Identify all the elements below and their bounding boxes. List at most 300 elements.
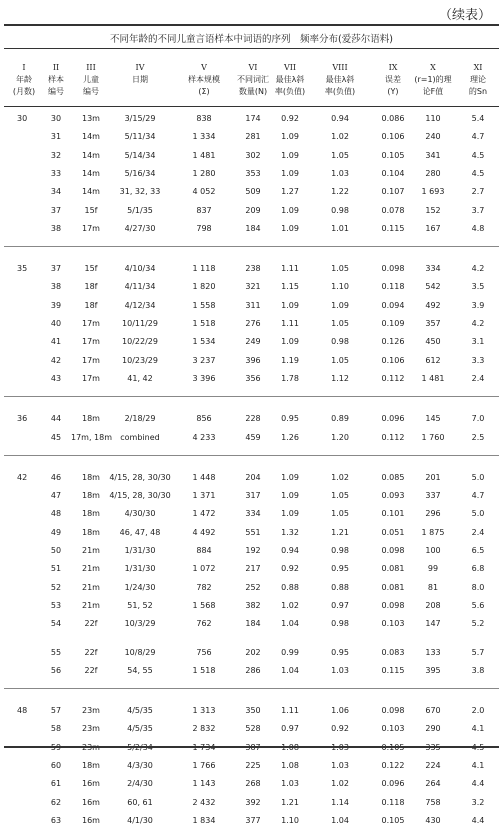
table-cell: 18m	[82, 414, 100, 424]
table-cell: 1.09	[281, 472, 299, 482]
table-cell: 4.8	[471, 223, 485, 233]
table-cell: 3.3	[471, 355, 485, 365]
table-cell: 1.03	[331, 761, 349, 770]
table-cell: 341	[425, 150, 441, 160]
table-cell: combined	[120, 432, 160, 442]
header-label: 率(负值)	[274, 87, 306, 96]
table-cell: 10/8/29	[124, 647, 156, 657]
table-row	[0, 319, 503, 333]
table-row	[0, 724, 503, 738]
table-cell: 0.094	[381, 300, 405, 310]
group-separator	[4, 688, 499, 689]
table-cell: 296	[425, 509, 441, 519]
table-cell: 60	[50, 761, 62, 770]
table-cell: 357	[425, 319, 441, 328]
table-cell: 1.19	[281, 355, 299, 365]
table-cell: 5.7	[471, 647, 485, 657]
header-numeral: V	[201, 63, 207, 72]
table-cell: 450	[425, 337, 441, 347]
table-cell: 4/27/30	[124, 223, 156, 233]
table-cell: 798	[196, 223, 212, 233]
table-row	[0, 151, 503, 165]
table-cell: 0.95	[281, 414, 299, 424]
header-col-1	[5, 62, 43, 98]
table-cell: 15f	[84, 205, 98, 215]
table-row	[0, 779, 503, 793]
table-cell: 321	[245, 282, 261, 292]
table-cell: 1 693	[421, 187, 445, 197]
header-rule	[4, 106, 499, 107]
table-cell: 10/23/29	[122, 355, 158, 365]
table-cell: 0.92	[281, 564, 299, 574]
table-cell: 18m	[82, 527, 100, 537]
table-cell: 0.88	[331, 582, 349, 592]
table-cell: 34	[50, 187, 62, 197]
table-cell: 758	[425, 797, 441, 807]
table-cell: 16m	[82, 815, 100, 825]
table-cell: 37	[50, 264, 62, 274]
table-cell: 0.109	[381, 319, 405, 328]
table-row	[0, 264, 503, 278]
table-row	[0, 414, 503, 428]
table-cell: 1 568	[192, 600, 216, 610]
table-cell: 317	[245, 491, 261, 501]
table-row	[0, 169, 503, 183]
table-row	[0, 282, 503, 296]
age-cell: 36	[17, 414, 28, 424]
table-cell: 21m	[82, 600, 100, 610]
table-cell: 14m	[82, 150, 100, 160]
table-cell: 1.09	[281, 509, 299, 519]
table-cell: 2.0	[471, 706, 485, 716]
table-cell: 1.14	[331, 797, 349, 807]
table-cell: 0.081	[381, 582, 405, 592]
table-cell: 1 834	[192, 815, 216, 825]
table-cell: 31	[50, 132, 62, 142]
table-cell: 286	[245, 665, 261, 675]
table-cell: 224	[425, 761, 441, 770]
table-row	[0, 798, 503, 812]
header-col-7	[270, 62, 310, 98]
table-cell: 0.098	[381, 546, 405, 555]
table-cell: 167	[425, 223, 441, 233]
table-cell: 3.9	[471, 300, 485, 310]
table-cell: 21m	[82, 564, 100, 574]
table-cell: 0.115	[381, 223, 405, 233]
table-cell: 4/15, 28, 30/30	[109, 491, 171, 501]
table-row	[0, 473, 503, 487]
header-col-2	[39, 62, 73, 98]
table-cell: 5.2	[471, 619, 485, 629]
table-cell: 1.15	[281, 282, 299, 292]
header-label: 误差	[385, 75, 401, 84]
table-cell: 377	[245, 815, 261, 825]
header-numeral: III	[86, 63, 96, 72]
table-cell: 18m	[82, 509, 100, 519]
age-cell: 42	[17, 472, 28, 482]
header-label: (r=1)的理	[414, 75, 452, 84]
table-cell: 81	[427, 582, 439, 592]
table-cell: 4.7	[471, 132, 485, 142]
table-cell: 1.09	[281, 337, 299, 347]
table-cell: 2.4	[471, 527, 485, 537]
header-label: 最佳λ斜	[275, 75, 305, 84]
table-cell: 276	[245, 319, 261, 328]
table-cell: 54, 55	[127, 665, 153, 675]
table-cell: 1.06	[331, 706, 349, 716]
table-cell: 1.09	[281, 205, 299, 215]
table-cell: 0.118	[381, 282, 405, 292]
table-cell: 1.21	[281, 797, 299, 807]
table-cell: 1.09	[331, 300, 349, 310]
table-cell: 1 481	[421, 373, 445, 383]
table-cell: 430	[425, 815, 441, 825]
table-cell: 8.0	[471, 582, 485, 592]
table-cell: 6.8	[471, 564, 485, 574]
table-cell: 0.95	[331, 647, 349, 657]
table-cell: 46, 47, 48	[119, 527, 161, 537]
table-cell: 22f	[84, 665, 98, 675]
table-cell: 110	[425, 114, 441, 123]
table-cell: 542	[425, 282, 441, 292]
table-cell: 1.03	[281, 779, 299, 789]
table-cell: 14m	[82, 187, 100, 197]
table-cell: 0.99	[281, 647, 299, 657]
table-cell: 290	[425, 724, 441, 734]
header-col-8	[318, 62, 362, 98]
table-cell: 0.122	[381, 761, 405, 770]
table-title: 不同年龄的不同儿童言语样本中词语的序列 频率分布(爱莎尔语料)	[110, 34, 393, 45]
table-cell: 42	[50, 355, 62, 365]
table-cell: 0.051	[381, 527, 405, 537]
table-cell: 5/11/34	[124, 132, 156, 142]
table-row	[0, 648, 503, 662]
table-cell: 7.0	[471, 414, 485, 424]
table-cell: 0.098	[381, 600, 405, 610]
table-cell: 16m	[82, 779, 100, 789]
table-cell: 3.5	[471, 282, 485, 292]
table-row	[0, 337, 503, 351]
table-cell: 1.08	[281, 761, 299, 770]
table-cell: 18m	[82, 491, 100, 501]
table-cell: 0.103	[381, 724, 405, 734]
table-cell: 459	[245, 432, 261, 442]
table-row	[0, 666, 503, 680]
table-cell: 0.085	[381, 472, 405, 482]
table-cell: 838	[196, 114, 212, 123]
header-label: 编号	[48, 87, 64, 96]
table-cell: 311	[245, 300, 261, 310]
table-cell: 16m	[82, 797, 100, 807]
table-row	[0, 761, 503, 775]
header-label: 年龄	[16, 75, 32, 84]
table-cell: 1.02	[331, 779, 349, 789]
table-cell: 38	[50, 223, 62, 233]
table-cell: 1.05	[331, 491, 349, 501]
table-cell: 1.05	[331, 264, 349, 274]
table-cell: 1.09	[281, 150, 299, 160]
table-row	[0, 601, 503, 615]
header-label: 的Sn	[468, 87, 488, 96]
table-cell: 4/12/34	[124, 300, 156, 310]
table-cell: 528	[245, 724, 261, 734]
table-cell: 1.09	[281, 223, 299, 233]
header-label: 不同词汇	[237, 75, 269, 84]
table-cell: 252	[245, 582, 261, 592]
table-cell: 670	[425, 706, 441, 716]
header-col-6	[233, 62, 273, 98]
header-numeral: I	[22, 63, 26, 72]
table-row	[0, 528, 503, 542]
continued-label: （续表）	[438, 8, 491, 23]
table-cell: 350	[245, 706, 261, 716]
header-label: 儿童	[83, 75, 99, 84]
group-separator	[4, 396, 499, 397]
table-row	[0, 132, 503, 146]
table-cell: 40	[50, 319, 62, 328]
table-cell: 1.09	[281, 132, 299, 142]
table-row	[0, 491, 503, 505]
table-cell: 1.20	[331, 432, 349, 442]
table-cell: 0.083	[381, 647, 405, 657]
table-cell: 52	[50, 582, 62, 592]
table-cell: 14m	[82, 168, 100, 178]
table-cell: 1 334	[192, 132, 216, 142]
table-cell: 1.05	[331, 509, 349, 519]
header-label: 率(负值)	[324, 87, 356, 96]
table-cell: 1.32	[281, 527, 299, 537]
table-row	[0, 301, 503, 315]
table-cell: 1.03	[331, 665, 349, 675]
table-row	[0, 509, 503, 523]
table-cell: 1.02	[331, 472, 349, 482]
table-cell: 396	[245, 355, 261, 365]
table-cell: 58	[50, 724, 62, 734]
table-cell: 22f	[84, 647, 98, 657]
table-cell: 6.5	[471, 546, 485, 555]
table-cell: 856	[196, 414, 212, 424]
table-cell: 1 143	[192, 779, 216, 789]
table-cell: 1.04	[281, 665, 299, 675]
table-cell: 4.2	[471, 319, 485, 328]
table-row	[0, 816, 503, 830]
table-cell: 1.09	[281, 300, 299, 310]
table-cell: 147	[425, 619, 441, 629]
table-cell: 240	[425, 132, 441, 142]
table-cell: 1 313	[192, 706, 216, 716]
table-cell: 0.97	[281, 724, 299, 734]
table-cell: 0.89	[331, 414, 349, 424]
table-cell: 1.11	[281, 319, 299, 328]
table-cell: 0.105	[381, 150, 405, 160]
table-cell: 48	[50, 509, 62, 519]
table-cell: 41, 42	[127, 373, 153, 383]
table-cell: 43	[50, 373, 62, 383]
table-cell: 201	[425, 472, 441, 482]
table-cell: 100	[425, 546, 441, 555]
table-row	[0, 706, 503, 720]
table-cell: 4/3/30	[127, 761, 153, 770]
header-numeral: VI	[248, 63, 258, 72]
header-col-4	[104, 62, 176, 86]
table-cell: 1.27	[281, 187, 299, 197]
table-cell: 0.105	[381, 815, 405, 825]
table-cell: 1 760	[421, 432, 445, 442]
header-label: 论F值	[422, 87, 444, 96]
table-cell: 392	[245, 797, 261, 807]
table-cell: 152	[425, 205, 441, 215]
table-cell: 53	[50, 600, 62, 610]
table-cell: 281	[245, 132, 261, 142]
table-cell: 23m	[82, 706, 100, 716]
header-numeral: IX	[388, 63, 398, 72]
table-cell: 208	[425, 600, 441, 610]
table-cell: 0.112	[381, 373, 405, 383]
table-cell: 41	[50, 337, 62, 347]
table-cell: 337	[425, 491, 441, 501]
table-cell: 1.04	[281, 619, 299, 629]
table-cell: 3.7	[471, 205, 485, 215]
table-row	[0, 114, 503, 128]
bottom-rule	[4, 746, 499, 748]
table-cell: 2/18/29	[124, 414, 156, 424]
table-cell: 1.10	[281, 815, 299, 825]
header-col-5	[178, 62, 230, 98]
table-cell: 782	[196, 582, 212, 592]
table-cell: 551	[245, 527, 261, 537]
table-cell: 0.98	[331, 337, 349, 347]
table-cell: 0.115	[381, 665, 405, 675]
header-label: 日期	[132, 75, 148, 84]
table-cell: 18m	[82, 761, 100, 770]
table-cell: 1.05	[331, 319, 349, 328]
table-row	[0, 206, 503, 220]
table-cell: 4/1/30	[127, 815, 153, 825]
table-cell: 0.104	[381, 168, 405, 178]
table-cell: 30	[50, 114, 62, 123]
table-cell: 17m	[82, 319, 100, 328]
header-label: (Y)	[387, 87, 399, 96]
table-cell: 4.1	[471, 724, 485, 734]
age-cell: 35	[17, 264, 28, 274]
table-cell: 0.118	[381, 797, 405, 807]
table-cell: 54	[50, 619, 62, 629]
table-cell: 0.98	[331, 619, 349, 629]
header-label: 最佳λ斜	[325, 75, 355, 84]
header-label: (月数)	[12, 87, 36, 96]
header-col-10	[411, 62, 455, 98]
table-cell: 99	[427, 564, 439, 574]
table-cell: 1.03	[331, 168, 349, 178]
header-label: (Σ)	[198, 87, 210, 96]
table-row	[0, 583, 503, 597]
table-cell: 133	[425, 647, 441, 657]
table-cell: 46	[50, 472, 62, 482]
table-cell: 1 534	[192, 337, 216, 347]
table-cell: 1.05	[331, 150, 349, 160]
table-cell: 10/22/29	[122, 337, 158, 347]
age-cell: 30	[17, 114, 28, 123]
table-cell: 4.2	[471, 264, 485, 274]
header-col-9	[373, 62, 413, 98]
table-cell: 5/14/34	[124, 150, 156, 160]
table-cell: 0.95	[331, 564, 349, 574]
table-row	[0, 564, 503, 578]
table-cell: 10/3/29	[124, 619, 156, 629]
table-cell: 4/10/34	[124, 264, 156, 274]
table-cell: 1.10	[331, 282, 349, 292]
table-cell: 217	[245, 564, 261, 574]
table-cell: 334	[425, 264, 441, 274]
table-cell: 5.0	[471, 509, 485, 519]
table-cell: 1.05	[331, 355, 349, 365]
table-cell: 0.97	[331, 600, 349, 610]
table-cell: 0.107	[381, 187, 405, 197]
table-cell: 1 766	[192, 761, 216, 770]
table-cell: 192	[245, 546, 261, 555]
table-cell: 1 481	[192, 150, 216, 160]
table-cell: 4.7	[471, 491, 485, 501]
table-cell: 1.22	[331, 187, 349, 197]
table-cell: 1.11	[281, 264, 299, 274]
table-cell: 60, 61	[127, 797, 153, 807]
header-numeral: IV	[135, 63, 145, 72]
table-cell: 395	[425, 665, 441, 675]
table-cell: 209	[245, 205, 261, 215]
table-cell: 57	[50, 706, 62, 716]
table-cell: 174	[245, 114, 261, 123]
table-cell: 21m	[82, 546, 100, 555]
table-cell: 1/24/30	[124, 582, 156, 592]
table-cell: 4 052	[192, 187, 216, 197]
table-cell: 0.112	[381, 432, 405, 442]
header-numeral: II	[52, 63, 60, 72]
header-numeral: X	[430, 63, 436, 72]
table-cell: 0.106	[381, 132, 405, 142]
table-row	[0, 433, 503, 447]
table-cell: 18f	[84, 282, 98, 292]
table-cell: 1 072	[192, 564, 216, 574]
table-cell: 22f	[84, 619, 98, 629]
table-row	[0, 743, 503, 757]
table-cell: 0.92	[281, 114, 299, 123]
table-row	[0, 224, 503, 238]
table-cell: 1.01	[331, 223, 349, 233]
table-cell: 0.88	[281, 582, 299, 592]
table-cell: 228	[245, 414, 261, 424]
table-cell: 2/4/30	[127, 779, 153, 789]
table-cell: 2.5	[471, 432, 485, 442]
table-cell: 5/1/35	[127, 205, 153, 215]
table-cell: 2.4	[471, 373, 485, 383]
table-row	[0, 619, 503, 633]
table-cell: 55	[50, 647, 62, 657]
table-cell: 4.4	[471, 779, 485, 789]
group-separator	[4, 455, 499, 456]
table-cell: 0.098	[381, 264, 405, 274]
table-cell: 1 280	[192, 168, 216, 178]
table-cell: 4.5	[471, 168, 485, 178]
table-cell: 509	[245, 187, 261, 197]
table-cell: 18m	[82, 472, 100, 482]
header-numeral: VIII	[332, 63, 348, 72]
table-cell: 3 237	[192, 355, 216, 365]
title-rule	[4, 48, 499, 49]
table-cell: 884	[196, 546, 212, 555]
table-cell: 1 371	[192, 491, 216, 501]
table-cell: 4.5	[471, 150, 485, 160]
table-cell: 382	[245, 600, 261, 610]
